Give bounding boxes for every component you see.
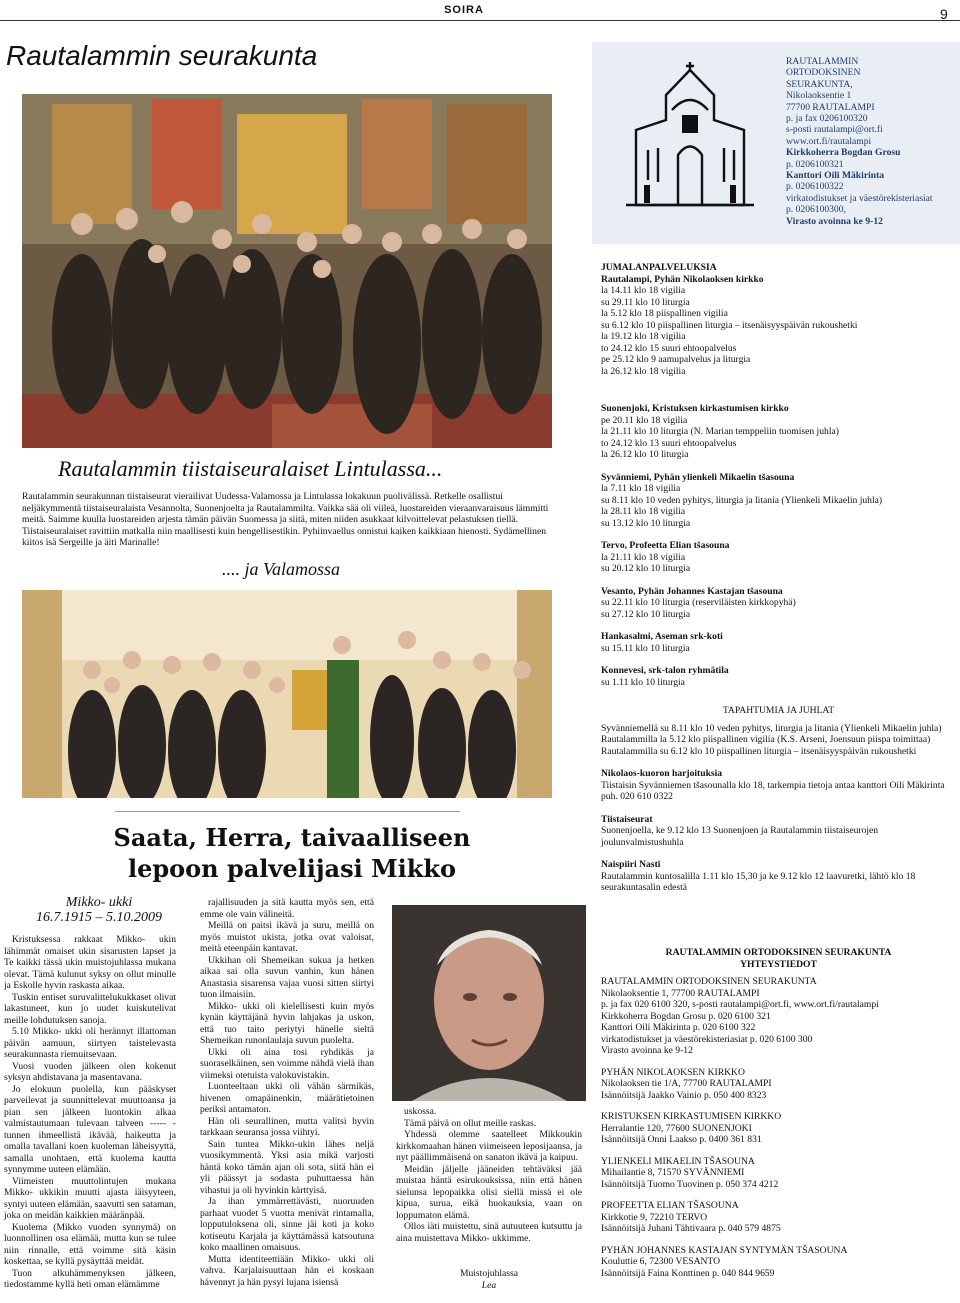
page-title: Rautalammin seurakunta — [6, 40, 318, 71]
contact-block-line: p. ja fax 020 6100 320, s-posti rautalampi@ort.fi, www.ort.fi/rautalampi — [601, 999, 879, 1010]
service-group-title: Konnevesi, srk-talon ryhmätila — [601, 665, 729, 676]
event-item — [601, 814, 956, 849]
obituary-title-line2: lepoon palvelijasi Mikko — [127, 854, 457, 884]
obituary-paragraph: Hän oli seurallinen, mutta valitsi hyvin tarkkaan seuransa jossa viihtyi. — [200, 1115, 374, 1138]
service-line: su 6.12 klo 10 piispallinen liturgia – itsenäisyyspäivän rukoushetki — [601, 319, 858, 331]
contact-block-line: Virasto avoinna ke 9-12 — [601, 1045, 693, 1056]
service-line: su 27.12 klo 10 liturgia — [601, 608, 691, 620]
contact-block-line: Isännöitsijä Faina Konttinen p. 040 844 9659 — [601, 1267, 775, 1279]
service-line: pe 25.12 klo 9 aamupalvelus ja liturgia — [601, 354, 751, 365]
contact-line: SEURAKUNTA, — [786, 78, 853, 90]
service-line: la 28.11 klo 18 vigilia — [601, 506, 686, 517]
service-line: pe 20.11 klo 18 vigilia — [601, 414, 688, 426]
contact-line: p. 0206100300, — [786, 204, 846, 216]
service-group — [601, 403, 956, 461]
contact-block-line: Isännöitsijä Tuomo Tuovinen p. 050 374 4212 — [601, 1178, 779, 1190]
contact-block-line: Mihailantie 8, 71570 SYVÄNNIEMI — [601, 1167, 745, 1178]
group-photo-valamo — [22, 590, 552, 798]
obituary-paragraph: rajallisuuden ja sitä kautta myös sen, että emme ole vain välineitä. — [200, 897, 374, 920]
service-line: to 24.12 klo 13 suuri ehtoopalvelus — [601, 437, 737, 449]
obituary-paragraph: Luonteeltaan ukki oli vähän särmikäs, hivenen omapäinenkin, määrätietoinen periksi antamaton. — [200, 1081, 374, 1115]
service-line: to 24.12 klo 15 suuri ehtoopalvelus — [601, 342, 737, 354]
events-section — [601, 705, 956, 894]
contact-block-line: Isännöitsijä Jaakko Vainio p. 050 400 8323 — [601, 1089, 767, 1101]
lintula-heading: Rautalammin tiistaiseuralaiset Lintulassa... — [58, 456, 443, 481]
obituary-column-1 — [4, 934, 176, 1291]
obituary-column-2 — [200, 897, 374, 1288]
contact-block — [601, 976, 956, 1057]
service-group-title: Tervo, Profeetta Elian tšasouna — [601, 540, 730, 551]
obituary-paragraph: Mutta identiteettiään Mikko- ukki oli vahva. Karjalaisuuttaan hän ei koskaan hävennyt ja hän pysyi lujana isiensä — [200, 1253, 374, 1288]
service-line: la 26.12 klo 18 vigilia — [601, 365, 686, 377]
obituary-person: Mikko- ukki — [65, 895, 133, 910]
contact-block — [601, 1245, 956, 1280]
service-group — [601, 665, 956, 688]
contact-block-line: Kirkkotie 9, 72210 TERVO — [601, 1211, 708, 1223]
obituary-paragraph: uskossa. — [404, 1106, 437, 1117]
obituary-paragraph: Yhdessä olemme saatelleet Mikkoukin kirkkomaahan hänen viimeiseen leposijaansa, ja nyt päällimmäisenä on sanaton ikävä ja kaipuu. — [396, 1129, 582, 1163]
event-title: Naispiiri Nasti — [601, 859, 661, 870]
obituary-paragraph: Meidän jäljelle jääneiden tehtäväksi jää muistaa häntä esirukouksissa, niin että hänen sielunsa lepopaikka olisi siellä missä ei ole kipua, suruа, eikä huokauksia, vaan on loppumaton elämä. — [396, 1163, 582, 1221]
service-group-title: Hankasalmi, Aseman srk-koti — [601, 631, 723, 642]
obituary-paragraph: 5.10 Mikko- ukki oli herännyt illattoman päivän aamuun, siirtyen taistelevasta seurakunnasta riemuitsevaan. — [4, 1026, 176, 1060]
obituary-paragraph: Kristuksessa rakkaat Mikko- ukin lähimmät omaiset ukin sisarusten lapset ja Te kaikki tässä ukin muistojuhlassa mukana olevat. Tämä kulunut syksy on ollut minulle ja Eskolle hyvin raskasta aikaa. — [4, 934, 176, 991]
events-text — [601, 723, 956, 758]
obituary-dates: 16.7.1915 – 5.10.2009 — [36, 910, 162, 926]
service-line: su 22.11 klo 10 liturgia (reserviläisten kirkkopyhä) — [601, 597, 796, 608]
contact-block-line: PYHÄN JOHANNES KASTAJAN SYNTYMÄN TŠASOUNA — [601, 1244, 848, 1256]
obituary-paragraph: Jo elokuun puolella, kun pääskyset parveilevat ja suunnittelevat muuttoansa ja pian sen jälkeen luontokin alkaa valmistautumaan tulevaan talveen ----- - tunnen ihmeellistä ikävää, haikeutta ja omalla tavallani koen kuoleman läheisyyttä, samalla unohtaen, että kuolema kautta synnymme uuteen elämään. — [4, 1083, 176, 1175]
obituary-signature — [396, 1268, 582, 1291]
contact-block-line: Kanttori Oili Mäkirinta p. 020 6100 322 — [601, 1022, 756, 1033]
contact-line: s-posti rautalampi@ort.fi — [786, 124, 883, 136]
contact-line: p. 0206100322 — [786, 181, 844, 193]
obituary-paragraph: Mikko- ukki oli kielellisesti kuin myös kynän käyttäjänä hyvin lahjakas ja uskon, että tuo taito periytyi hänelle sieltä Shemeikan runonlaulaja suvun puolelta. — [200, 1000, 374, 1046]
contact-block — [601, 1200, 956, 1235]
services-heading: JUMALANPALVELUKSIA — [601, 262, 717, 273]
services-section — [601, 262, 956, 688]
service-line: la 19.12 klo 18 vigilia — [601, 331, 686, 342]
contact-block-line: PYHÄN NIKOLAOKSEN KIRKKO — [601, 1066, 745, 1078]
contact-block — [601, 1156, 956, 1191]
events-line: Rautalammilla su 6.12 klo 10 piispallinen liturgia – itsenäisyyspäivän rukoushetki — [601, 745, 917, 757]
contact-block-line: Kirkkoherra Bogdan Grosu p. 020 6100 321 — [601, 1010, 771, 1022]
service-group-title: Rautalampi, Pyhän Nikolaoksen kirkko — [601, 273, 764, 285]
portrait-image — [392, 905, 586, 1101]
group-photo-valamo-image — [22, 590, 552, 798]
service-line: la 5.12 klo 18 piispallinen vigilia — [601, 308, 728, 319]
events-heading: TAPAHTUMIA JA JUHLAT — [722, 705, 835, 716]
publication-logo — [424, 4, 504, 22]
contact-line: virkatodistukset ja väestörekisteriasiat — [786, 192, 933, 204]
obituary-paragraph: Tuskin entiset suruvalittelukukkaset olivat lakastuneet, kun jo uudet kuiskutelivat meille lohdutuksen sanoja. — [4, 991, 176, 1026]
lintula-text: Rautalammin seurakunnan tiistaiseurat vierailivat Uudessa-Valamossa ja Lintulassa lokakuun puolivälissä. Retkelle osallistui neljäkymmentä tiistaiseuralaista Vesannolta, Suonenjoelta ja Rautalammilta. Vaikka sää oli viileä, luostareiden vieraanvaraisuus lämmitti meitä. Saimme kuulla luostareiden arjesta tämän päivän Suomessa ja siitä, miten niiden asukkaat kilvoittelevat pelastuksen tiellä. Tiistaiseuralaiset ravittiin matkalla niin maallisesti kuin hengellisestikin. Pyhiinvaellus onnistui kaiken kaikkiaan hienosti. Sydämellinen kiitos isä Sergeille ja äiti Marinalle! — [22, 491, 549, 548]
event-title: Nikolaos-kuoron harjoituksia — [601, 768, 723, 779]
service-line: su 13.12 klo 10 liturgia — [601, 517, 691, 529]
contact-line: p. ja fax 0206100320 — [786, 113, 868, 125]
contact-block-line: virkatodistukset ja väestörekisteriasiat p. 020 6100 300 — [601, 1033, 813, 1045]
contact-line: p. 0206100321 — [786, 158, 844, 170]
obituary-paragraph: Tämä päivä on ollut meille raskas. — [404, 1117, 537, 1129]
contact-line: Virasto avoinna ke 9-12 — [786, 215, 883, 227]
obituary-paragraph: Viimeisten muuttolintujen mukana Mikko- ukkikin muutti ajasta iäisyyteen, syntyi uuteen elämään, saavutti sen sataman, joka on meidän kaikkien määränpää. — [4, 1175, 176, 1221]
group-photo-lintula-image — [22, 94, 552, 448]
service-line: su 15.11 klo 10 liturgia — [601, 642, 690, 654]
service-line: la 21.11 klo 10 liturgia (N. Marian temppeliin tuomisen juhla) — [601, 426, 839, 437]
contact-line: 77700 RAUTALAMPI — [786, 101, 875, 113]
service-group — [601, 274, 956, 378]
contact-block-line: Nikolaoksentie 1, 77700 RAUTALAMPI — [601, 987, 760, 999]
service-group-title: Suonenjoki, Kristuksen kirkastumisen kirkko — [601, 403, 789, 414]
obituary-rule — [115, 811, 460, 812]
contact-block — [601, 1067, 956, 1102]
obituary-column-3 — [396, 1106, 582, 1244]
obituary-paragraph: Vuosi vuoden jälkeen olen kokenut syksyn ahdistavana ja masentavana. — [4, 1060, 176, 1083]
church-drawing-icon — [626, 60, 754, 210]
signature-name: Lea — [481, 1279, 497, 1291]
contact-block-line: Herralantie 120, 77600 SUONENJOKI — [601, 1122, 752, 1134]
events-line: Rautalammilla la 5.12 klo piispallinen vigilia (K.S. Arseni, Joensuun piispa toimittaa) — [601, 734, 931, 745]
service-group — [601, 540, 956, 575]
service-line: su 29.11 klo 10 liturgia — [601, 296, 690, 308]
contacts-section — [601, 947, 956, 1279]
obituary-name — [34, 895, 164, 926]
event-text: Rautalammin kuntosalilla 1.11 klo 15,30 ja ke 9.12 klo 12 laavuretki, lähtö klo 18 seurakuntasalin edestä — [601, 870, 916, 893]
contact-block — [601, 1111, 956, 1146]
contact-block-line: Isännöitsijä Onni Laakso p. 0400 361 831 — [601, 1134, 762, 1145]
portrait-photo — [392, 905, 586, 1101]
contact-block-line: RAUTALAMMIN ORTODOKSINEN SEURAKUNTA — [601, 976, 817, 987]
obituary-paragraph: Tuon alkuhämmenyksen jälkeen, tiedostamme kyllä heti oman elämämme — [4, 1267, 176, 1290]
event-item — [601, 768, 956, 803]
service-line: la 7.11 klo 18 vigilia — [601, 483, 681, 494]
obituary-paragraph: Ollos iäti muistettu, sinä autuuteen kutsuttu ja aina muistettava Mikko- ukkimme. — [396, 1221, 582, 1244]
contact-block-line: Kouluttie 6, 72300 VESANTO — [601, 1256, 721, 1267]
contact-info — [786, 56, 958, 227]
obituary-paragraph: Ukkihan oli Shemeikan sukua ja hetken aikaa sai olla suvun vanhin, kun hänen Anastasia sisarensa vajaa vuosi sitten siirtyi tuon ilmaisiin. — [200, 954, 374, 1000]
event-text: Tiistaisin Syvänniemen tšasounalla klo 18, tarkempia tietoja antaa kanttori Oili Mäkirinta puh. 020 610 0322 — [601, 779, 945, 802]
page-number: 9 — [940, 6, 948, 22]
obituary-paragraph: Meillä on paitsi ikävä ja suru, meillä on myös muistot ukista, jotka ovat valoisat, meitä eteenpäin kantavat. — [200, 920, 374, 954]
contact-block-line: Nikolaoksen tie 1/A, 77700 RAUTALAMPI — [601, 1078, 772, 1089]
contact-line: Kirkkoherra Bogdan Grosu — [786, 147, 901, 159]
contact-line: ORTODOKSINEN — [786, 67, 861, 79]
service-line: su 20.12 klo 10 liturgia — [601, 563, 691, 574]
event-item — [601, 859, 956, 894]
obituary-paragraph: Sain tuntea Mikko-ukin lähes neljä vuosikymmentä. Yksi asia mikä varjosti häntä koko tämän ajan oli sota, siitä hän ei yli päässyt ja sodasta puhuttaessa hän vihastui ja oli hyvinkin kärttyisä. — [200, 1138, 374, 1196]
obituary-paragraph: Ukki oli aina tosi ryhdikäs ja suoraselkäinen, sen voimme nähdä vielä ihan viimeksi otetuista valokuvistakin. — [200, 1046, 374, 1081]
obituary-paragraph: Kuolema (Mikko vuoden synnymä) on luonnollinen osa elämää, mutta kun se tulee niin rinnalle, että voimme sitä käsin koskettaa, se kyllä pysäyttää meidät. — [4, 1221, 176, 1267]
service-group — [601, 631, 956, 654]
contact-line: RAUTALAMMIN — [786, 56, 859, 67]
contact-block-line: YLIENKELI MIKAELIN TŠASOUNA — [601, 1155, 755, 1167]
contact-line: Kanttori Oili Mäkirinta — [786, 170, 885, 182]
service-line: la 21.11 klo 18 vigilia — [601, 551, 686, 563]
service-line: la 26.12 klo 10 liturgia — [601, 449, 689, 460]
signature-label: Muistojuhlassa — [459, 1268, 519, 1279]
obituary-title-line1: Saata, Herra, taivaalliseen — [113, 823, 471, 852]
contact-line: Nikolaoksentie 1 — [786, 90, 852, 102]
service-group-title: Vesanto, Pyhän Johannes Kastajan tšasouna — [601, 585, 783, 597]
contact-block-line: PROFEETTA ELIAN TŠASOUNA — [601, 1200, 739, 1211]
contact-block-line: KRISTUKSEN KIRKASTUMISEN KIRKKO — [601, 1111, 782, 1122]
service-group-title: Syvänniemi, Pyhän ylienkeli Mikaelin tšasouna — [601, 471, 795, 483]
contact-block-line: Isännöitsijä Juhani Tähtivaara p. 040 579 4875 — [601, 1223, 781, 1234]
obituary-paragraph: Ja ihan ymmärrettävästi, nuoruuden parhaat vuodet 5 vuotta menivät rintamalla, lopputuloksena oli, sinne jäi koti ja koko kotiseutu Karjala ja käyttämässä katsoutuna koko maallinen omaisuus. — [200, 1196, 374, 1253]
service-line: su 1.11 klo 10 liturgia — [601, 676, 685, 688]
valamossa-heading: .... ja Valamossa — [222, 559, 341, 579]
contact-line: www.ort.fi/rautalampi — [786, 135, 872, 147]
service-line: la 14.11 klo 18 vigilia — [601, 285, 686, 296]
event-text: Suonenjoella, ke 9.12 klo 13 Suonenjoen ja Rautalammin tiistaiseurojen joulunvalmistushuhla — [601, 825, 879, 848]
group-photo-lintula — [22, 94, 552, 448]
events-line: Syvänniemellä su 8.11 klo 10 veden pyhitys, liturgia ja litania (Ylienkeli Mikaelin juhla) — [601, 722, 942, 734]
service-group — [601, 472, 956, 530]
event-title: Tiistaiseurat — [601, 813, 653, 825]
obituary-title — [112, 822, 472, 884]
service-line: su 8.11 klo 10 veden pyhitys, liturgia ja litania (Ylienkeli Mikaelin juhla) — [601, 494, 883, 506]
contacts-heading: RAUTALAMMIN ORTODOKSINEN SEURAKUNTA YHTEYSTIEDOT — [665, 947, 892, 970]
logo-text: SOIRA — [440, 4, 488, 17]
service-group — [601, 586, 956, 621]
